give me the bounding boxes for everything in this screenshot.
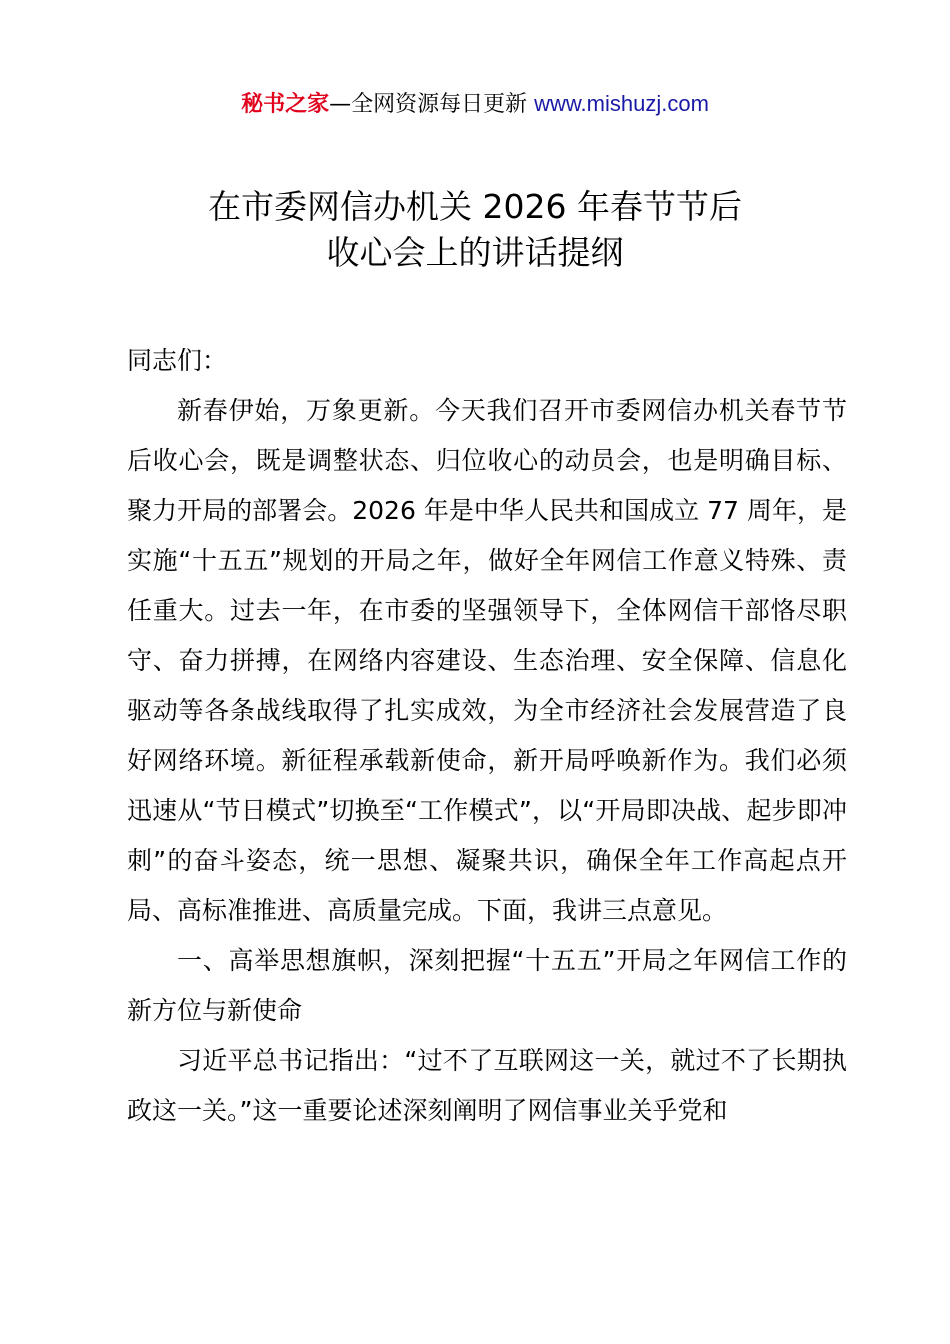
body-paragraph-section-1: 习近平总书记指出：“过不了互联网这一关，就过不了长期执政这一关。”这一重要论述深刻阐明了网信事业关乎党和 <box>127 1046 847 1125</box>
title-line-1: 在市委网信办机关 2026 年春节节后 <box>208 187 742 226</box>
site-tagline: —全网资源每日更新 <box>329 92 535 117</box>
site-url-link[interactable]: www.mishuzj.com <box>534 91 709 116</box>
site-header <box>0 88 950 121</box>
brand-name: 秘书之家 <box>241 92 330 117</box>
section-heading-1: 一、高举思想旗帜，深刻把握“十五五”开局之年网信工作的新方位与新使命 <box>127 946 847 1025</box>
salutation: 同志们： <box>127 346 228 375</box>
title-line-2: 收心会上的讲话提纲 <box>326 233 624 272</box>
document-body <box>127 336 847 1136</box>
document-title <box>0 184 950 276</box>
body-paragraph-intro: 新春伊始，万象更新。今天我们召开市委网信办机关春节节后收心会，既是调整状态、归位收心的动员会，也是明确目标、聚力开局的部署会。2026 年是中华人民共和国成立 77 周年，是实施“十五五”规划的开局之年，做好全年网信工作意义特殊、责任重大。过去一年，在市委的坚强领导下，全体网信干部恪尽职守、奋力拼搏，在网络内容建设、生态治理、安全保障、信息化驱动等各条战线取得了扎实成效，为全市经济社会发展营造了良好网络环境。新征程承载新使命，新开局呼唤新作为。我们必须迅速从“节日模式”切换至“工作模式”，以“开局即决战、起步即冲刺”的奋斗姿态，统一思想、凝聚共识，确保全年工作高起点开局、高标准推进、高质量完成。下面，我讲三点意见。 <box>127 396 847 925</box>
